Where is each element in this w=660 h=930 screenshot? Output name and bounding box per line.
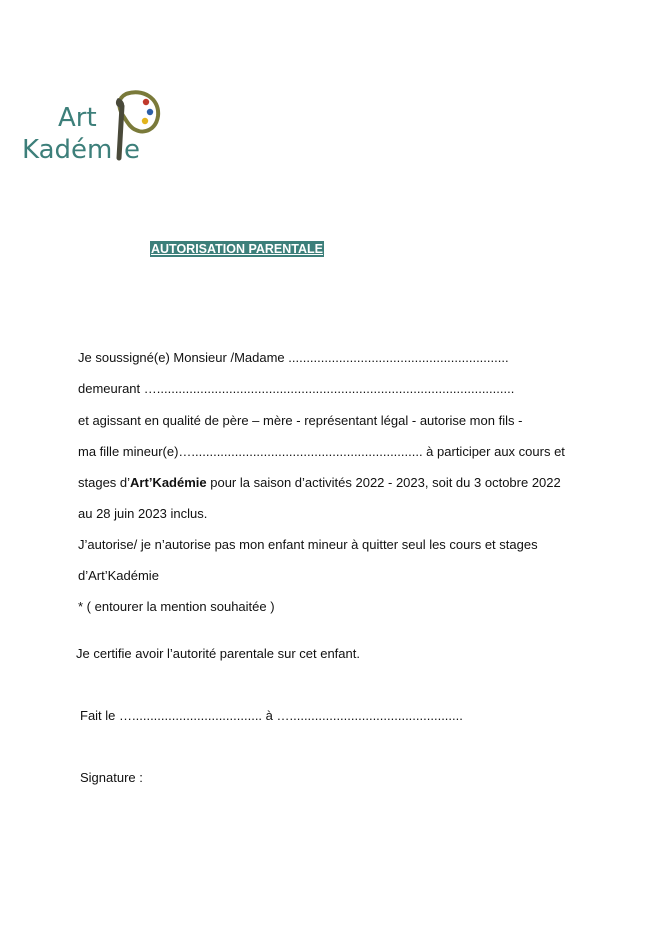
- line-soussigne: Je soussigné(e) Monsieur /Madame .............................................................: [78, 350, 509, 365]
- brush-icon: [119, 106, 122, 158]
- paint-dot-blue: [147, 109, 153, 115]
- artkademie-logo: [22, 88, 162, 164]
- line-autorise: J’autorise/ je n’autorise pas mon enfant mineur à quitter seul les cours et stages: [78, 537, 538, 552]
- line-certifie: Je certifie avoir l’autorité parentale sur cet enfant.: [76, 646, 360, 661]
- paint-dot-red: [143, 99, 149, 105]
- paint-dot-yellow: [142, 118, 148, 124]
- logo-text-art: Art: [58, 103, 97, 133]
- line-mineur: ma fille mineur(e)…................................................................ à participer aux cours et: [78, 444, 565, 459]
- line-stages-post: pour la saison d’activités 2022 - 2023, soit du 3 octobre 2022: [206, 475, 561, 490]
- line-stages-pre: stages d’: [78, 475, 131, 490]
- brush-tip-icon: [116, 98, 124, 108]
- brand-name-bold: Art’Kadémie: [130, 475, 207, 490]
- logo-text-e: e: [124, 135, 140, 164]
- line-qualite: et agissant en qualité de père – mère - représentant légal - autorise mon fils -: [78, 413, 523, 428]
- line-mention: * ( entourer la mention souhaitée ): [78, 599, 275, 614]
- line-artkademie: d’Art’Kadémie: [78, 568, 159, 583]
- line-signature: Signature :: [80, 770, 143, 785]
- logo-text-kademie: Kadém: [22, 135, 113, 164]
- line-inclus: au 28 juin 2023 inclus.: [78, 506, 208, 521]
- line-demeurant: demeurant …...................................................................................................: [78, 381, 515, 396]
- line-stages: [78, 475, 561, 491]
- document-title: AUTORISATION PARENTALE: [151, 242, 323, 256]
- line-fait-le: Fait le ….................................... à …................................................: [80, 708, 463, 723]
